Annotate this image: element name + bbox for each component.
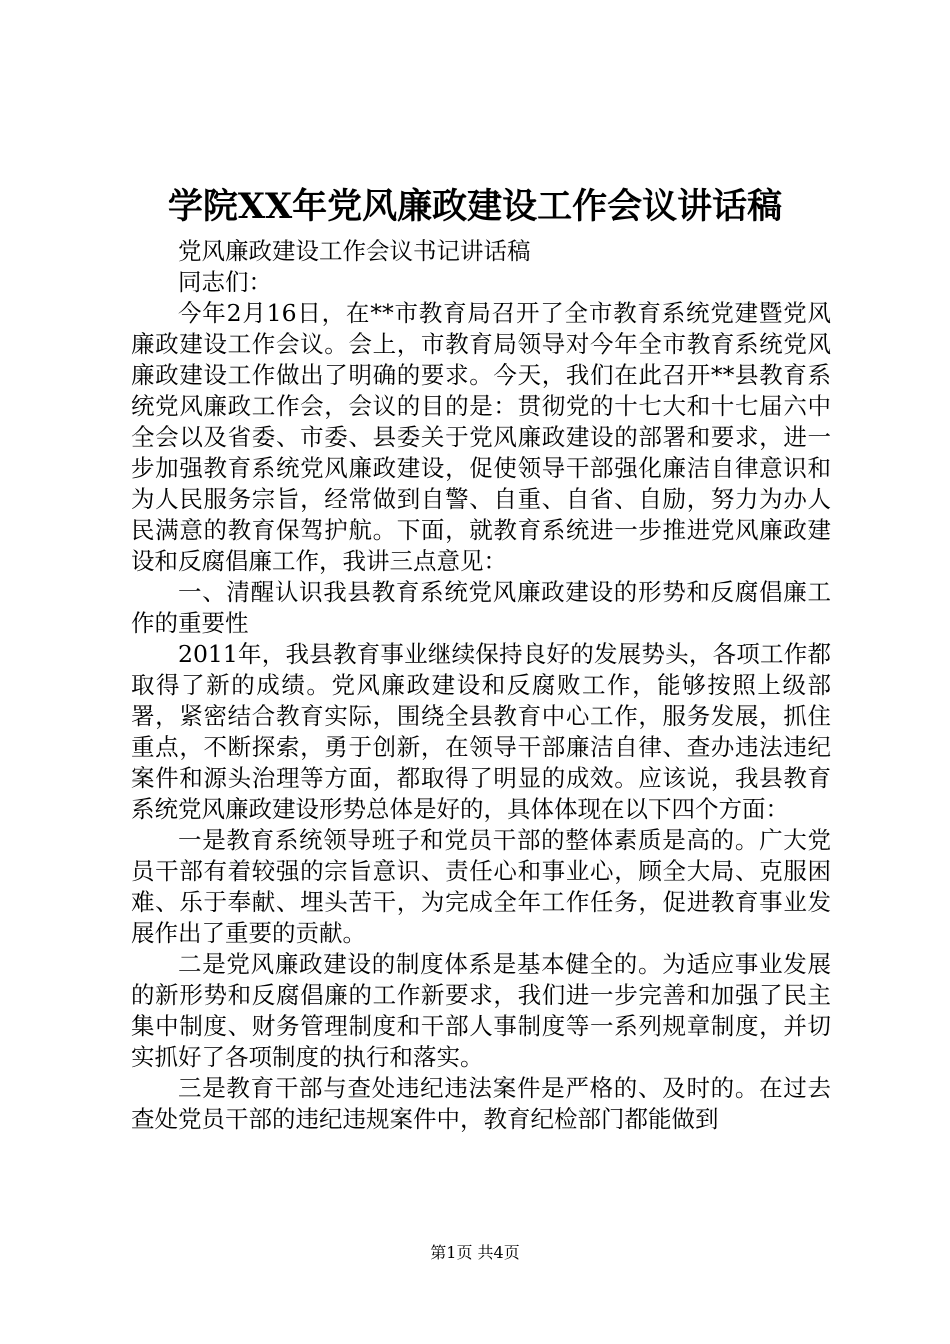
document-body: [131, 236, 831, 1135]
page-number-footer: 第1页 共4页: [430, 1243, 520, 1262]
body-paragraph: 一是教育系统领导班子和党员干部的整体素质是高的。广大党员干部有着较强的宗旨意识、责任心和事业心，顾全大局、克服困难、乐于奉献、埋头苦干，为完成全年工作任务，促进教育事业发展作出了重要的贡献。: [131, 826, 831, 947]
body-paragraph: 今年2月16日，在**市教育局召开了全市教育系统党建暨党风廉政建设工作会议。会上，市教育局领导对今年全市教育系统党风廉政建设工作做出了明确的要求。今天，我们在此召开**县教育系统党风廉政工作会，会议的目的是：贯彻党的十七大和十七届六中全会以及省委、市委、县委关于党风廉政建设的部署和要求，进一步加强教育系统党风廉政建设，促使领导干部强化廉洁自律意识和为人民服务宗旨，经常做到自警、自重、自省、自励，努力为办人民满意的教育保驾护航。下面，就教育系统进一步推进党风廉政建设和反腐倡廉工作，我讲三点意见：: [131, 299, 831, 575]
subtitle-paragraph: 党风廉政建设工作会议书记讲话稿: [178, 237, 531, 265]
salutation-paragraph: 同志们：: [178, 268, 272, 296]
section-heading: 一、清醒认识我县教育系统党风廉政建设的形势和反腐倡廉工作的重要性: [131, 578, 831, 637]
body-paragraph: 二是党风廉政建设的制度体系是基本健全的。为适应事业发展的新形势和反腐倡廉的工作新要求，我们进一步完善和加强了民主集中制度、财务管理制度和干部人事制度等一系列规章制度，并切实抓好了各项制度的执行和落实。: [131, 950, 831, 1071]
document-title: 学院XX年党风廉政建设工作会议讲话稿: [167, 186, 783, 227]
body-paragraph: 三是教育干部与查处违纪违法案件是严格的、及时的。在过去查处党员干部的违纪违规案件中，教育纪检部门都能做到: [131, 1074, 831, 1133]
body-paragraph: 2011年，我县教育事业继续保持良好的发展势头，各项工作都取得了新的成绩。党风廉政建设和反腐败工作，能够按照上级部署，紧密结合教育实际，围绕全县教育中心工作，服务发展，抓住重点，不断探索，勇于创新，在领导干部廉洁自律、查办违法违纪案件和源头治理等方面，都取得了明显的成效。应该说，我县教育系统党风廉政建设形势总体是好的，具体体现在以下四个方面：: [131, 640, 831, 823]
